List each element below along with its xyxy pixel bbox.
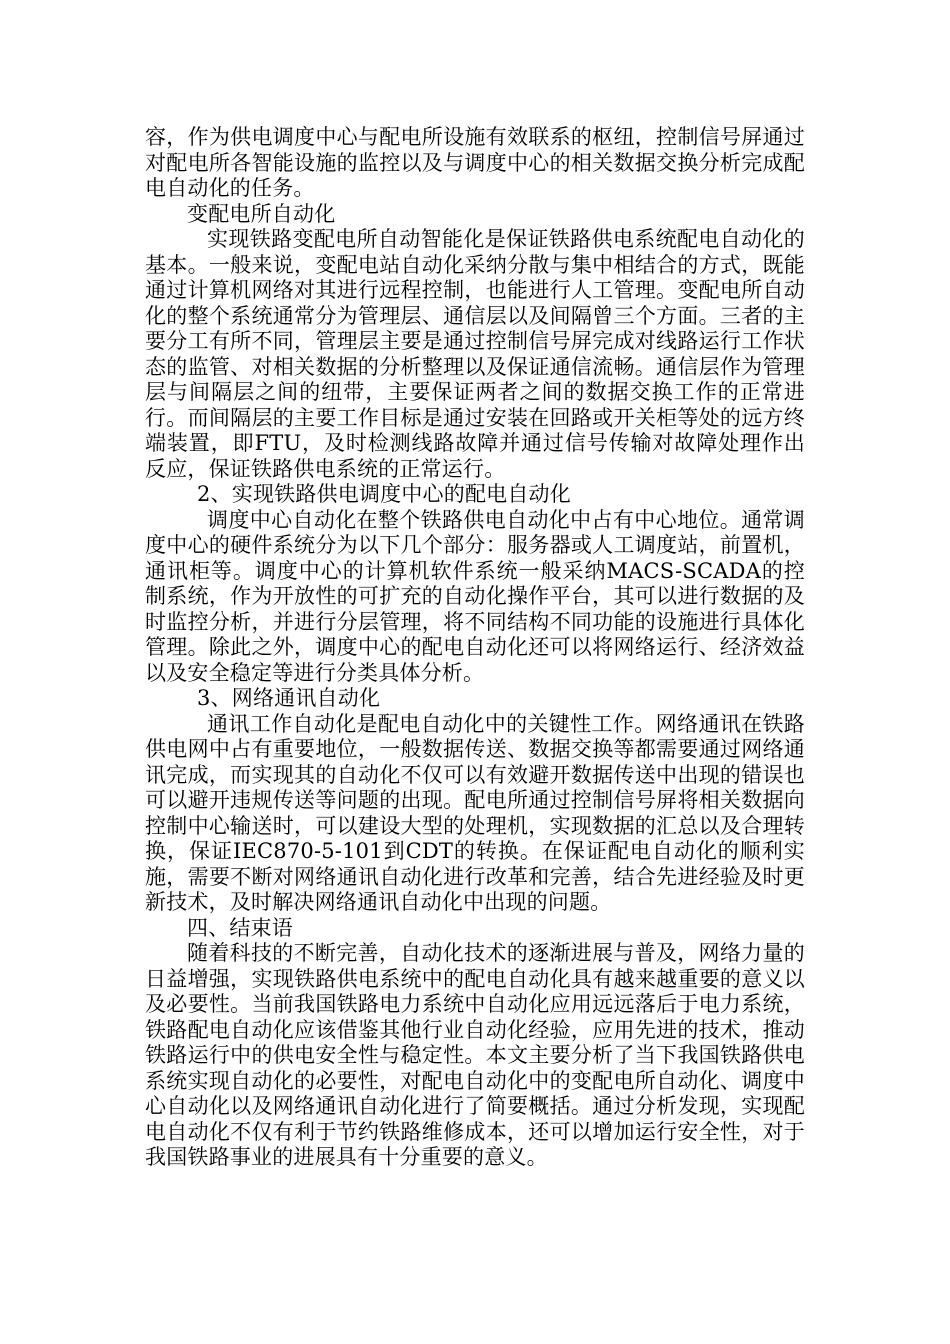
heading-network-communication: 3、网络通讯自动化 — [197, 686, 381, 710]
paragraph-dispatch-center: 调度中心自动化在整个铁路供电自动化中占有中心地位。通常调度中心的硬件系统分为以下几个部分：服务器或人工调度站，前置机，通讯柜等。调度中心的计算机软件系统一般采纳MACS-SCADA的控制系统，作为开放性的可扩充的自动化操作平台，其可以进行数据的及时监控分析，并进行分层管理，将不同结构不同功能的设施进行具体化管理。除此之外，调度中心的配电自动化还可以将网络运行、经济效益以及安全稳定等进行分类具体分析。 — [145, 507, 805, 685]
paragraph-continued-intro: 容，作为供电调度中心与配电所设施有效联系的枢纽，控制信号屏通过对配电所各智能设施的监控以及与调度中心的相关数据交换分析完成配电自动化的任务。 — [145, 125, 805, 200]
document-body — [145, 125, 805, 1171]
heading-conclusion: 四、结束语 — [187, 915, 293, 940]
heading-substation-automation: 变配电所自动化 — [187, 201, 336, 226]
heading-dispatch-center: 2、实现铁路供电调度中心的配电自动化 — [197, 482, 571, 506]
paragraph-substation-automation: 实现铁路变配电所自动智能化是保证铁路供电系统配电自动化的基本。一般来说，变配电站自动化采纳分散与集中相结合的方式，既能通过计算机网络对其进行远程控制，也能进行人工管理。变配电所自动化的整个系统通常分为管理层、通信层以及间隔曾三个方面。三者的主要分工有所不同，管理层主要是通过控制信号屏完成对线路运行工作状态的监管、对相关数据的分析整理以及保证通信流畅。通信层作为管理层与间隔层之间的纽带，主要保证两者之间的数据交换工作的正常进行。而间隔层的主要工作目标是通过安装在回路或开关柜等处的远方终端装置，即FTU，及时检测线路故障并通过信号传输对故障处理作出反应，保证铁路供电系统的正常运行。 — [145, 227, 805, 481]
paragraph-network-communication: 通讯工作自动化是配电自动化中的关键性工作。网络通讯在铁路供电网中占有重要地位，一般数据传送、数据交换等都需要通过网络通讯完成，而实现其的自动化不仅可以有效避开数据传送中出现的错误也可以避开违规传送等问题的出现。配电所通过控制信号屏将相关数据向控制中心输送时，可以建设大型的处理机，实现数据的汇总以及合理转换，保证IEC870-5-101到CDT的转换。在保证配电自动化的顺利实施，需要不断对网络通讯自动化进行改革和完善，结合先进经验及时更新技术，及时解决网络通讯自动化中出现的问题。 — [145, 711, 805, 914]
paragraph-conclusion: 随着科技的不断完善，自动化技术的逐渐进展与普及，网络力量的日益增强，实现铁路供电系统中的配电自动化具有越来越重要的意义以及必要性。当前我国铁路电力系统中自动化应用远远落后于电力系统，铁路配电自动化应该借鉴其他行业自动化经验，应用先进的技术，推动铁路运行中的供电安全性与稳定性。本文主要分析了当下我国铁路供电系统实现自动化的必要性，对配电自动化中的变配电所自动化、调度中心自动化以及网络通讯自动化进行了简要概括。通过分析发现，实现配电自动化不仅有利于节约铁路维修成本，还可以增加运行安全性，对于我国铁路事业的进展具有十分重要的意义。 — [145, 941, 805, 1169]
